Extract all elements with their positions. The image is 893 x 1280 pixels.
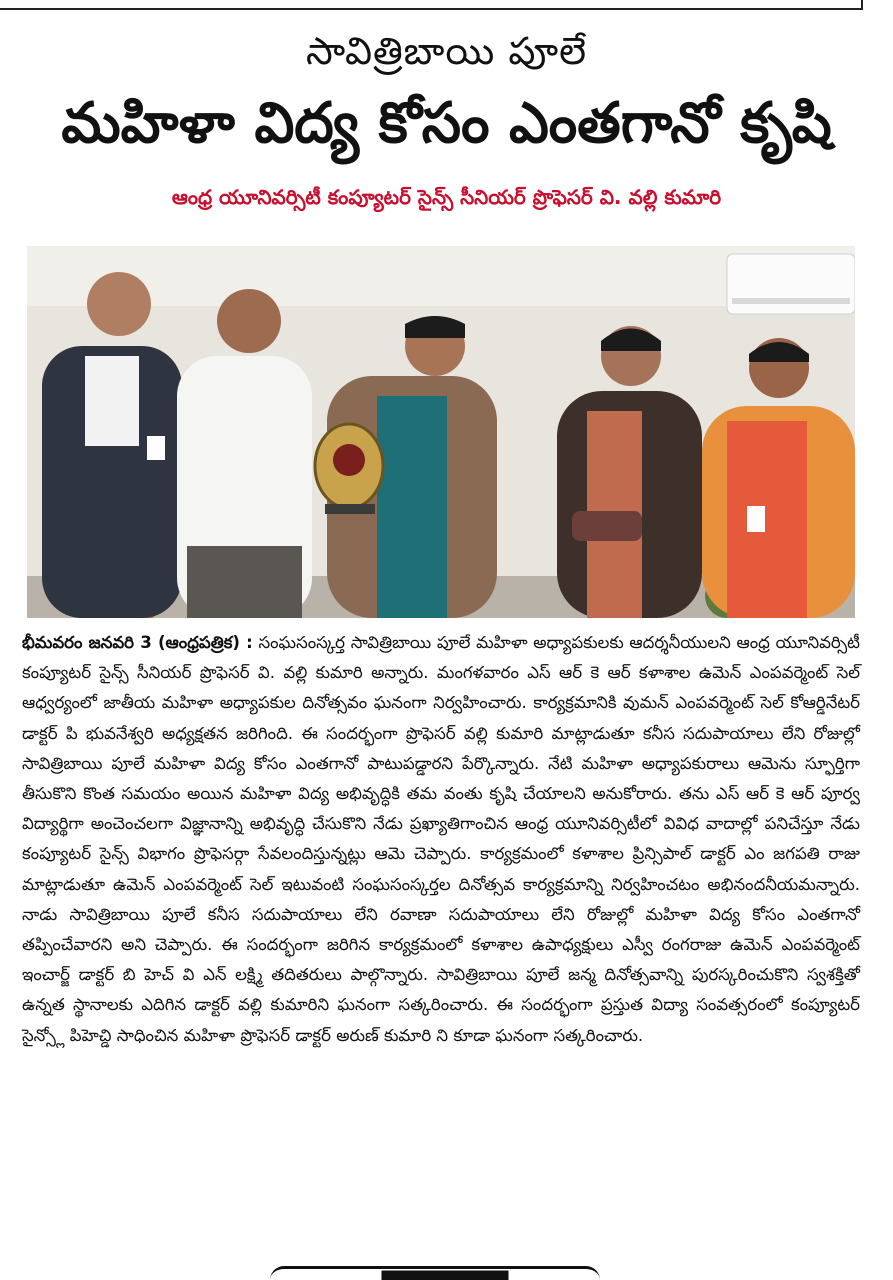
- air-conditioner: [727, 254, 855, 314]
- article-kicker: సావిత్రిబాయి పూలే: [305, 29, 588, 73]
- award-ceremony-photo: [27, 246, 855, 618]
- cut-off-glyphs: [270, 1266, 600, 1280]
- next-article-cut-off: [0, 1262, 893, 1280]
- air-conditioner-vent: [732, 298, 850, 304]
- article-dateline: భీమవరం జనవరి 3 (ఆంధ్రపత్రిక) :: [22, 633, 253, 652]
- article-photo: [27, 246, 855, 618]
- top-border: [0, 0, 893, 18]
- article-text: సంఘసంస్కర్త సావిత్రిబాయి పూలే మహిళా అధ్యాపకులకు ఆదర్శనీయులని ఆంధ్ర యూనివర్సిటీ కంప్యూటర్ సైన్స్ సీనియర్ ప్రొఫెసర్ వి. వల్లి కుమారి అన్నారు. మంగళవారం ఎస్ ఆర్ కె ఆర్ కళాశాల ఉమెన్ ఎంపవర్మెంట్ సెల్ ఆధ్వర్యంలో జాతీయ మహిళా అధ్యాపకుల దినోత్సవం ఘనంగా నిర్వహించారు. కార్యక్రమానికి వుమన్ ఎంపవర్మెంట్ సెల్ కోఆర్డినేటర్ డాక్టర్ పి భువనేశ్వరి అధ్యక్షతన జరిగింది. ఈ సందర్భంగా ప్రొఫెసర్ వల్లి కుమారి మాట్లాడుతూ కనీస సదుపాయాలు లేని రోజుల్లో సావిత్రిబాయి పూలే మహిళా విద్య కోసం ఎంతగానో పాటుపడ్డారని పేర్కొన్నారు. నేటి మహిళా అధ్యాపకురాలు ఆమెను స్ఫూర్తిగా తీసుకొని కొంత సమయం అయిన మహిళా విద్య అభివృద్ధికి తమ వంతు కృషి చేయాలని అనుకోరారు. తను ఎస్ ఆర్ కె ఆర్ పూర్వ విద్యార్థిగా అంచెంచలగా విజ్ఞానాన్ని అభివృద్ధి చేసుకొని నేడు ప్రఖ్యాతిగాంచిన ఆంధ్ర యూనివర్సిటీలో వివిధ వాదాల్లో పనిచేస్తూ నేడు కంప్యూటర్ సైన్స్ విభాగం ప్రొఫెసర్గా సేవలందిస్తున్నట్లు ఆమె చెప్పారు. కార్యక్రమంలో కళాశాల ప్రిన్సిపాల్ డాక్టర్ ఎం జగపతి రాజు మాట్లాడుతూ ఉమెన్ ఎంపవర్మెంట్ సెల్ ఇటువంటి సంఘసంస్కర్తల దినోత్సవ కార్యక్రమాన్ని నిర్వహించటం అభినందనీయమన్నారు. నాడు సావిత్రిబాయి పూలే కనీస సదుపాయాలు లేని రవాణా సదుపాయాలు లేని రోజుల్లో మహిళా విద్య కోసం ఎంతగానో తప్పించేవారని అని చెప్పారు. ఈ సందర్భంగా జరిగిన కార్యక్రమంలో కళాశాల ఉపాధ్యక్షులు ఎస్వీ రంగరాజు ఉమెన్ ఎంపవర్మెంట్ ఇంచార్జ్ డాక్టర్ బి హెచ్ వి ఎన్ లక్ష్మి తదితరులు పాల్గొన్నారు. సావిత్రిబాయి పూలే జన్మ దినోత్సవాన్ని పురస్కరించుకొని స్వశక్తితో ఉన్నత స్థానాలకు ఎదిగిన డాక్టర్ వల్లి కుమారిని ఘనంగా సత్కరించారు. ఈ సందర్భంగా ప్రస్తుత విద్యా సంవత్సరంలో కంప్యూటర్ సైన్స్లో పిహెచ్డి సాధించిన మహిళా ప్రొఫెసర్ డాక్టర్ అరుణ్ కుమారి ని కూడా ఘనంగా సత్కరించారు.: [22, 633, 860, 1045]
- article-headline: మహిళా విద్య కోసం ఎంతగానో కృషి: [61, 91, 832, 156]
- article-paragraph: [22, 628, 860, 1051]
- top-border-line: [0, 8, 863, 10]
- article-body: [22, 628, 860, 1051]
- top-border-corner: [861, 0, 863, 10]
- article-subheadline: ఆంధ్ర యూనివర్సిటీ కంప్యూటర్ సైన్స్ సీనియర్ ప్రొఫెసర్ వి. వల్లి కుమారి: [171, 185, 722, 209]
